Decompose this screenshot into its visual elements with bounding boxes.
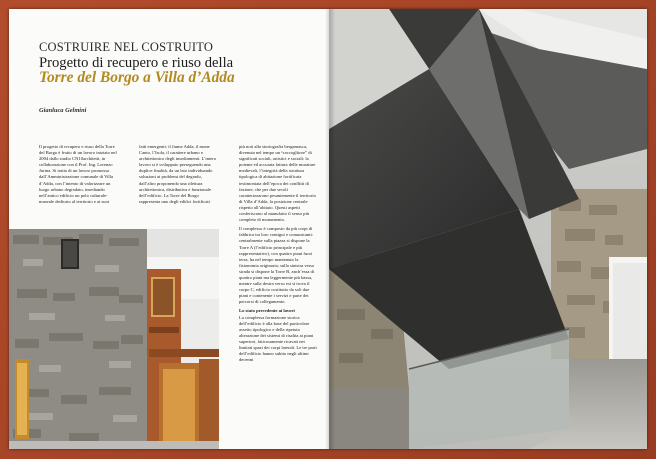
section-heading: Lo stato precedente ai lavori: [239, 308, 295, 314]
left-page: [9, 9, 329, 449]
interior-stair-photo: [329, 9, 647, 449]
article-author: Gianluca Gelmini: [39, 107, 87, 114]
tower-exterior-photo: [9, 229, 219, 449]
article-kicker: COSTRUIRE NEL COSTRUITO: [39, 40, 214, 54]
body-column-2: [139, 144, 217, 228]
page-gutter: [325, 9, 335, 449]
paragraph: Il progetto di recupero e riuso della Torre del Borgo è frutto di un lavoro iniziato nel 2004 dallo studio CN10architetti, in collaborazione con il Prof. Ing. Lorenzo Jurina. Si tratta di un lavoro promosso dall’Amministrazione comunale di Villa d’Adda, con l’intento di valorizzare un luogo urbano degradato, insediando nell’antico edificio un polo culturale-museale dedicato al territorio e ai suoi: [39, 144, 117, 204]
body-column-3: [239, 144, 317, 444]
tower-exterior-illustration: [9, 229, 219, 449]
paragraph: fatti emergenti: il fiume Adda, il mone Canto, l’Isola, il carattere urbano e architettonico degli insediamenti. L’intero lavoro si è sviluppato perseguendo una duplice finalità, da un lato individuando soluzioni ai problemi del degrado, dall’altro proponendo una rilettura architettonica, distributiva e funzionale dell’edificio. La Torre del Borgo rappresenta uno degli edifici fortificati: [139, 144, 217, 204]
interior-stair-illustration: [329, 9, 647, 449]
magazine-spread: [9, 9, 647, 449]
paragraph: La complessa formazione storica dell’edificio è alla base del particolare assetto tipologico e della ripetuta alterazione dei sistemi di risalita ai piani superiori, faticosamente ricavati nei limitati spazi dei corpi laterali. Le tre parti dell’edificio hanno subito negli ultimi decenni: [239, 314, 317, 363]
article-subtitle: Torre del Borgo a Villa d’Adda: [39, 69, 235, 86]
article-title: Progetto di recupero e riuso della: [39, 55, 234, 71]
paragraph: più noti alla storiografia bergamasca, divenuta nel tempo un “raccoglitore” di significati sociali, artistici e sociali: la potente ed accurata fattura delle murature medievali, l’integrità della struttura tipologica di abitazione fortificata testimoniata dell’epoca dei conflitti di fazione, che per due secoli caratterizzarono pesantemente il territorio di Villa d’Adda, la posizione centrale rispetto all’abitato. Questi aspetti conferiscono al manufatto il senso più completo di monumento.: [239, 144, 316, 223]
body-column-1: [39, 144, 117, 228]
paragraph: Il complesso è composto da più corpi di fabbrica tra loro contigui e comunicanti: centralmente sulla piazza si dispone la Torre A (l’edificio principale e più rappresentativo), con quattro piani fuori terra, ha nel tempo mantenuto la fisionomia originaria; sulla sinistra verso strada si dispone la Torre B, anch’essa di quattro piani ma leggermente più bassa, mentre sulla destra verso est si trova il corpo C, edificio costituito da soli due piani e contenente i servizi e parte dei percorsi di collegamento.: [239, 226, 315, 305]
